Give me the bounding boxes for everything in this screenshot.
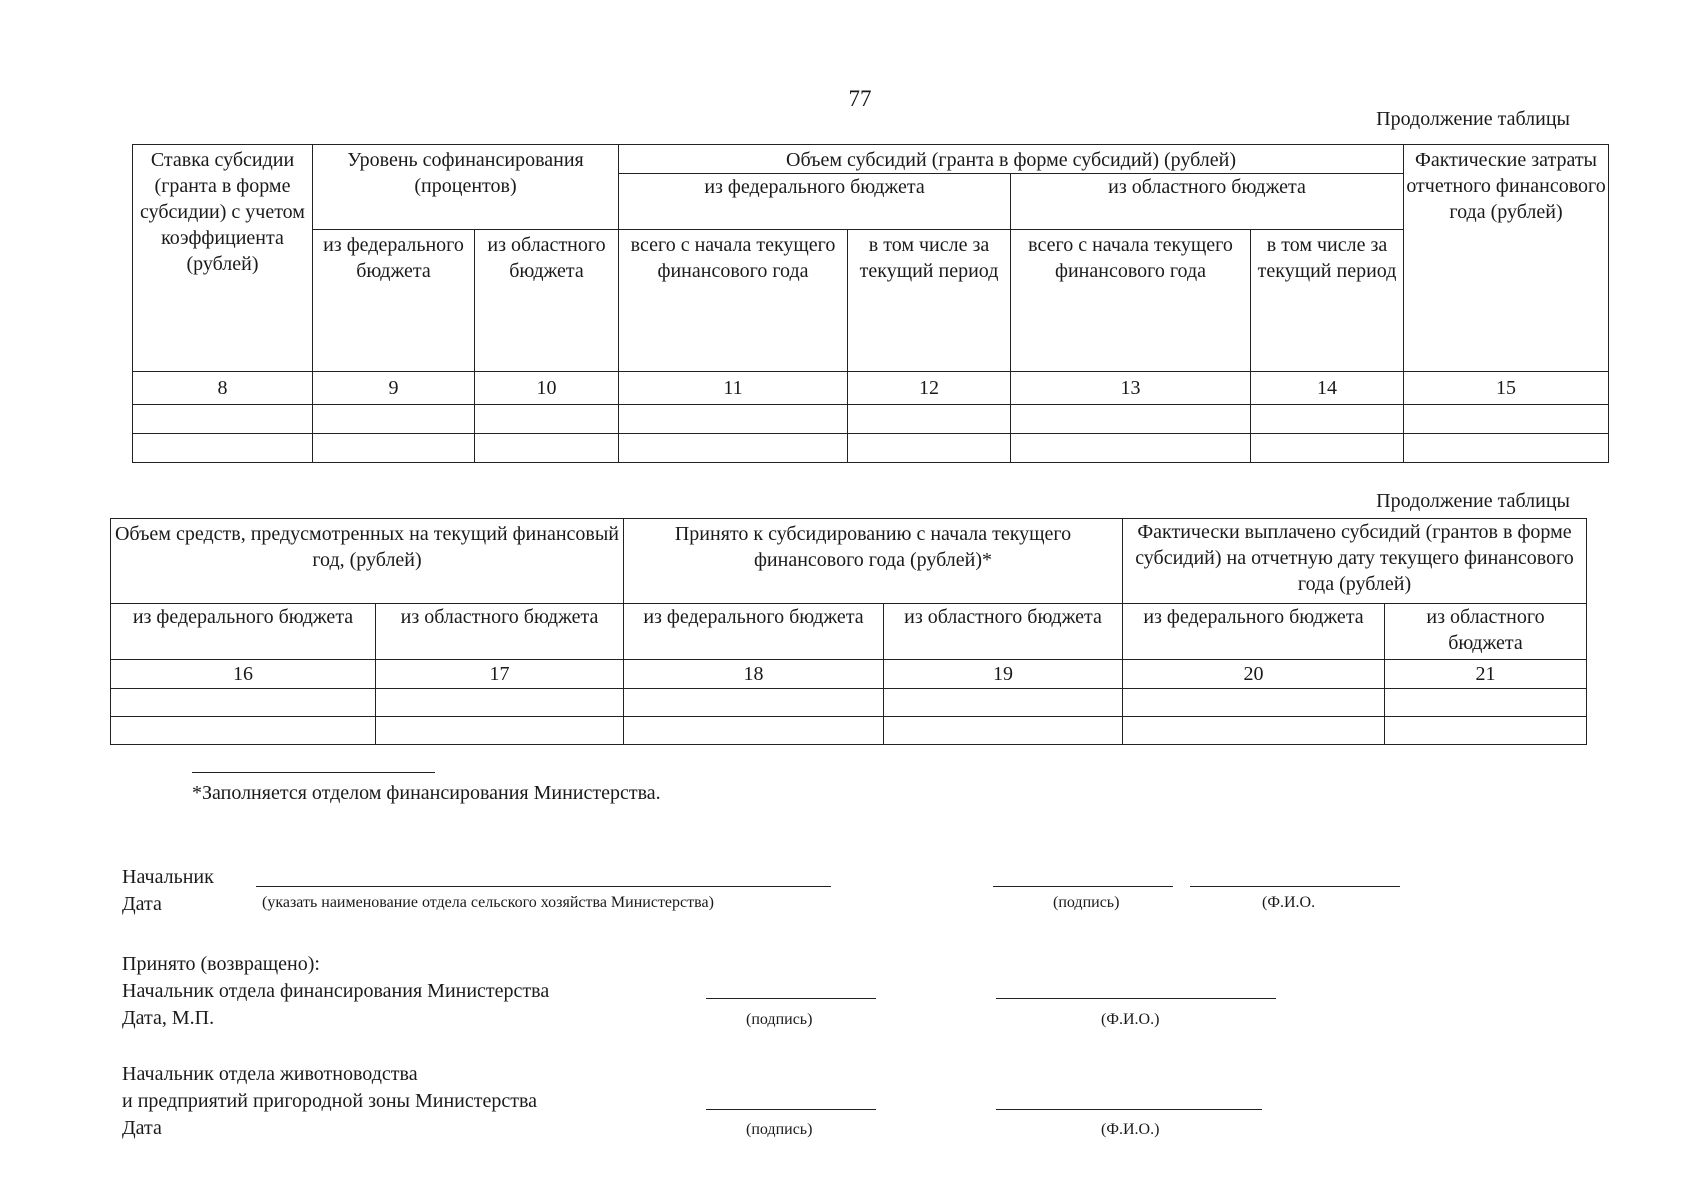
header-regional-period: в том числе за текущий период — [1251, 230, 1404, 372]
header-actual-costs: Фактические затраты отчетного финансового года (рублей) — [1404, 145, 1609, 372]
header-paid-federal: из федерального бюджета — [1123, 604, 1385, 660]
column-number: 10 — [475, 372, 619, 405]
cell-empty — [133, 434, 313, 463]
cell-empty — [1011, 405, 1251, 434]
header-planned-federal: из федерального бюджета — [111, 604, 376, 660]
cell-empty — [376, 717, 624, 745]
cell-empty — [619, 434, 848, 463]
livestock-chief-label: Начальник отдела животноводства — [122, 1063, 418, 1085]
cell-empty — [1404, 405, 1609, 434]
cell-empty — [475, 405, 619, 434]
accepted-returned-label: Принято (возвращено): — [122, 953, 320, 975]
table-1 — [132, 144, 1609, 463]
dept-hint: (указать наименование отдела сельского хозяйства Министерства) — [262, 894, 714, 911]
column-number: 11 — [619, 372, 848, 405]
table-2 — [110, 518, 1587, 745]
cell-empty — [1011, 434, 1251, 463]
table-row-empty — [111, 717, 1587, 745]
fio-line[interactable] — [1190, 886, 1400, 887]
dept-name-line[interactable] — [256, 886, 831, 887]
cell-empty — [1385, 717, 1587, 745]
header-cofin-federal: из федерального бюджета — [313, 230, 475, 372]
table-row-empty — [111, 689, 1587, 717]
header-volume-federal: из федерального бюджета — [619, 174, 1011, 230]
cell-empty — [1251, 434, 1404, 463]
header-planned-regional: из областного бюджета — [376, 604, 624, 660]
cell-empty — [848, 434, 1011, 463]
cell-empty — [1404, 434, 1609, 463]
cell-empty — [1385, 689, 1587, 717]
cell-empty — [624, 717, 884, 745]
date-label: Дата — [122, 893, 162, 915]
header-regional-total: всего с начала текущего финансового года — [1011, 230, 1251, 372]
column-number: 20 — [1123, 660, 1385, 689]
column-number: 8 — [133, 372, 313, 405]
fio-hint: (Ф.И.О.) — [1101, 1011, 1160, 1028]
date-label: Дата — [122, 1117, 162, 1139]
header-federal-total: всего с начала текущего финансового года — [619, 230, 848, 372]
header-volume: Объем субсидий (гранта в форме субсидий) (рублей) — [619, 145, 1404, 174]
header-accepted: Принято к субсидированию с начала текущего финансового года (рублей)* — [624, 519, 1123, 604]
column-number: 15 — [1404, 372, 1609, 405]
signature-line[interactable] — [706, 1109, 876, 1110]
footnote-separator — [192, 772, 435, 773]
cell-empty — [848, 405, 1011, 434]
footnote: *Заполняется отделом финансирования Министерства. — [192, 782, 661, 804]
column-number: 13 — [1011, 372, 1251, 405]
header-accepted-regional: из областного бюджета — [884, 604, 1123, 660]
header-paid: Фактически выплачено субсидий (грантов в форме субсидий) на отчетную дату текущего финансового года (рублей) — [1123, 519, 1587, 604]
fio-line[interactable] — [996, 998, 1276, 999]
header-cofin-regional: из областного бюджета — [475, 230, 619, 372]
cell-empty — [619, 405, 848, 434]
cell-empty — [1251, 405, 1404, 434]
cell-empty — [313, 405, 475, 434]
livestock-chief-label-2: и предприятий пригородной зоны Министерства — [122, 1090, 538, 1112]
cell-empty — [376, 689, 624, 717]
fio-line[interactable] — [996, 1109, 1262, 1110]
signature-hint: (подпись) — [746, 1121, 813, 1138]
column-number: 17 — [376, 660, 624, 689]
column-number: 14 — [1251, 372, 1404, 405]
header-funds-planned: Объем средств, предусмотренных на текущий финансовый год, (рублей) — [111, 519, 624, 604]
continuation-label-1: Продолжение таблицы — [1376, 108, 1570, 130]
date-mp-label: Дата, М.П. — [122, 1007, 215, 1029]
continuation-label-2: Продолжение таблицы — [1376, 490, 1570, 512]
header-volume-regional: из областного бюджета — [1011, 174, 1404, 230]
chief-label: Начальник — [122, 866, 214, 888]
cell-empty — [1123, 689, 1385, 717]
cell-empty — [884, 717, 1123, 745]
signature-hint: (подпись) — [746, 1011, 813, 1028]
column-number: 21 — [1385, 660, 1587, 689]
column-number: 19 — [884, 660, 1123, 689]
header-cofin-level: Уровень софинансирования (процентов) — [313, 145, 619, 230]
cell-empty — [133, 405, 313, 434]
finance-chief-label: Начальник отдела финансирования Министерства — [122, 980, 550, 1002]
cell-empty — [475, 434, 619, 463]
fio-hint: (Ф.И.О.) — [1101, 1121, 1160, 1138]
page-number: 77 — [848, 86, 872, 111]
table-row-empty — [133, 405, 1609, 434]
cell-empty — [1123, 717, 1385, 745]
signature-line[interactable] — [706, 998, 876, 999]
header-paid-regional: из областного бюджета — [1385, 604, 1587, 660]
cell-empty — [313, 434, 475, 463]
column-number: 18 — [624, 660, 884, 689]
column-number: 9 — [313, 372, 475, 405]
signature-hint: (подпись) — [1053, 894, 1120, 911]
signature-line[interactable] — [993, 886, 1173, 887]
header-rate: Ставка субсидии (гранта в форме субсидии) с учетом коэффициента (рублей) — [133, 145, 313, 372]
fio-hint: (Ф.И.О. — [1262, 894, 1316, 911]
header-accepted-federal: из федерального бюджета — [624, 604, 884, 660]
cell-empty — [884, 689, 1123, 717]
cell-empty — [111, 689, 376, 717]
column-number: 12 — [848, 372, 1011, 405]
cell-empty — [624, 689, 884, 717]
column-number: 16 — [111, 660, 376, 689]
cell-empty — [111, 717, 376, 745]
header-federal-period: в том числе за текущий период — [848, 230, 1011, 372]
table-row-empty — [133, 434, 1609, 463]
